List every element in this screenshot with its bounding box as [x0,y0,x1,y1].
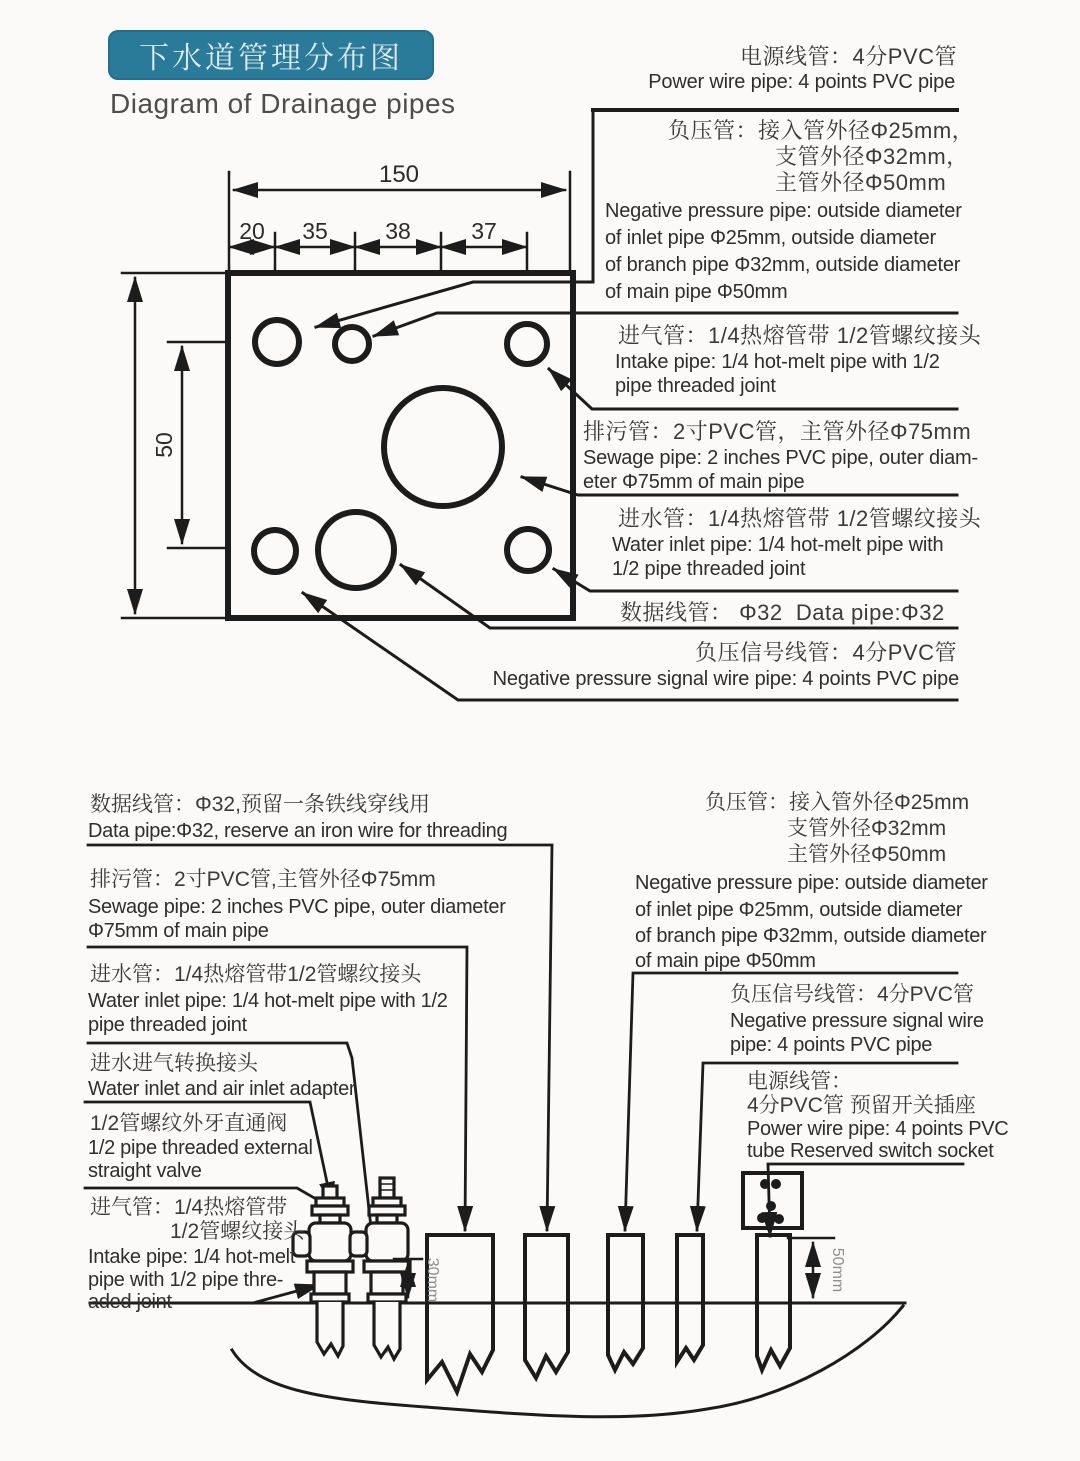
label2-water-en2: pipe threaded joint [88,1014,247,1036]
dim-38-label: 38 [385,218,411,244]
label3-np-en4: of main pipe Φ50mm [635,950,816,972]
label3-power-zh2: 4分PVC管 预留开关插座 [747,1094,976,1117]
label-negative-pressure-en4: of main pipe Φ50mm [605,281,788,303]
label-signal-en: Negative pressure signal wire pipe: 4 points PVC pipe [492,668,959,690]
dim-35-label: 35 [302,218,328,244]
label3-power-zh1: 电源线管： [747,1070,852,1093]
label2-data-zh: 数据线管：Φ32,预留一条铁线穿线用 [90,793,430,816]
label3-signal-en2: pipe: 4 points PVC pipe [730,1034,933,1056]
label-signal-zh: 负压信号线管：4分PVC管 [695,640,957,665]
label2-sewage-en1: Sewage pipe: 2 inches PVC pipe, outer diameter [88,896,506,918]
dimension-ticks [122,172,570,618]
label-negative-pressure-en2: of inlet pipe Φ25mm, outside diameter [605,227,936,249]
label3-power-en1: Power wire pipe: 4 points PVC [747,1118,1009,1140]
label3-power-en2: tube Reserved switch socket [747,1140,994,1162]
hole-top-right [507,324,547,364]
label2-adapter-en: Water inlet and air inlet adapter [88,1078,356,1100]
label-water-inlet-en1: Water inlet pipe: 1/4 hot-melt pipe with [612,534,944,556]
label3-signal-en1: Negative pressure signal wire [730,1010,984,1032]
label-negative-pressure-zh1: 负压管：接入管外径Φ25mm， [668,118,975,143]
hole-bottom-right [507,529,549,571]
label-intake-zh: 进气管：1/4热熔管带 1/2管螺纹接头 [618,323,982,348]
valve2-handle [350,1232,367,1256]
dim-50mm-label: 50mm [829,1247,846,1293]
label2-intake-en3: aded joint [88,1291,172,1313]
label2-water-zh: 进水管：1/4热熔管带1/2管螺纹接头 [90,963,422,986]
label2-valve-zh: 1/2管螺纹外牙直通阀 [90,1112,288,1135]
label-data-pipe: 数据线管： Φ32 Data pipe:Φ32 [620,600,945,625]
label2-valve-en2: straight valve [88,1160,202,1182]
hole-bottom-mid [318,512,394,588]
label3-np-en1: Negative pressure pipe: outside diameter [635,872,988,894]
bottom-dimension-lines [394,1238,834,1297]
label2-intake-en2: pipe with 1/2 pipe thre- [88,1269,284,1291]
label-water-inlet-zh: 进水管：1/4热熔管带 1/2管螺纹接头 [618,506,982,531]
pipe-stubs [427,1235,790,1392]
label-power-wire-en: Power wire pipe: 4 points PVC pipe [648,71,955,93]
label2-intake-zh1: 进气管：1/4热熔管带 [90,1196,288,1219]
label2-intake-zh2: 1/2管螺纹接头 [170,1220,305,1243]
label2-water-en1: Water inlet pipe: 1/4 hot-melt pipe with 1/2 [88,990,448,1012]
label-intake-en2: pipe threaded joint [615,375,776,397]
label3-np-zh2: 支管外径Φ32mm [787,817,947,840]
hole-top-left [255,320,299,364]
valve-assembly-1 [293,1186,353,1356]
hole-center-large [384,388,502,506]
hole-top-mid [335,327,369,361]
title-badge [108,30,434,80]
stub-data [525,1235,568,1378]
dim-30mm-label: 30mm [424,1257,441,1303]
label2-sewage-en2: Φ75mm of main pipe [88,920,269,942]
label-sewage-en2: eter Φ75mm of main pipe [583,471,805,493]
label-negative-pressure-en3: of branch pipe Φ32mm, outside diameter [605,254,961,276]
label-negative-pressure-zh3: 主管外径Φ50mm [775,170,947,195]
page-title-zh: 下水道管理分布图 [139,42,403,75]
label3-np-en2: of inlet pipe Φ25mm, outside diameter [635,899,963,921]
label-water-inlet-en2: 1/2 pipe threaded joint [612,558,806,580]
hole-bottom-left [254,530,296,572]
valve2-buried-pipe [374,1302,400,1359]
dim-37-label: 37 [471,218,497,244]
label3-signal-zh: 负压信号线管：4分PVC管 [730,983,974,1006]
leader-negative-pressure [316,110,593,327]
label2-sewage-zh: 排污管：2寸PVC管,主管外径Φ75mm [90,868,436,891]
label-power-wire-zh: 电源线管：4分PVC管 [740,44,957,69]
valve-assembly-2 [350,1178,410,1359]
label-negative-pressure-zh2: 支管外径Φ32mm， [775,144,969,169]
label3-np-en3: of branch pipe Φ32mm, outside diameter [635,925,987,947]
label-sewage-en1: Sewage pipe: 2 inches PVC pipe, outer diam- [583,447,978,469]
label2-valve-en1: 1/2 pipe threaded external [88,1137,313,1159]
page-title-en: Diagram of Drainage pipes [110,88,456,119]
label2-adapter-zh: 进水进气转换接头 [90,1052,258,1075]
dim-20-label: 20 [239,218,265,244]
label-sewage-zh: 排污管：2寸PVC管，主管外径Φ75mm [583,419,972,444]
label2-data-en: Data pipe:Φ32, reserve an iron wire for threading [88,820,508,842]
label-negative-pressure-en1: Negative pressure pipe: outside diameter [605,200,962,222]
label-intake-en1: Intake pipe: 1/4 hot-melt pipe with 1/2 [615,351,940,373]
valve1-buried-pipe [317,1302,343,1356]
dimension-lines [135,190,565,613]
dim-50-label: 50 [151,432,177,458]
label3-np-zh1: 负压管：接入管外径Φ25mm [705,791,970,814]
plate-holes [254,320,549,588]
switch-socket-icon [743,1173,802,1228]
dim-150-label: 150 [378,161,420,188]
label3-np-zh3: 主管外径Φ50mm [787,843,947,866]
label2-intake-en1: Intake pipe: 1/4 hot-melt [88,1246,296,1268]
stub-signal [677,1235,703,1362]
